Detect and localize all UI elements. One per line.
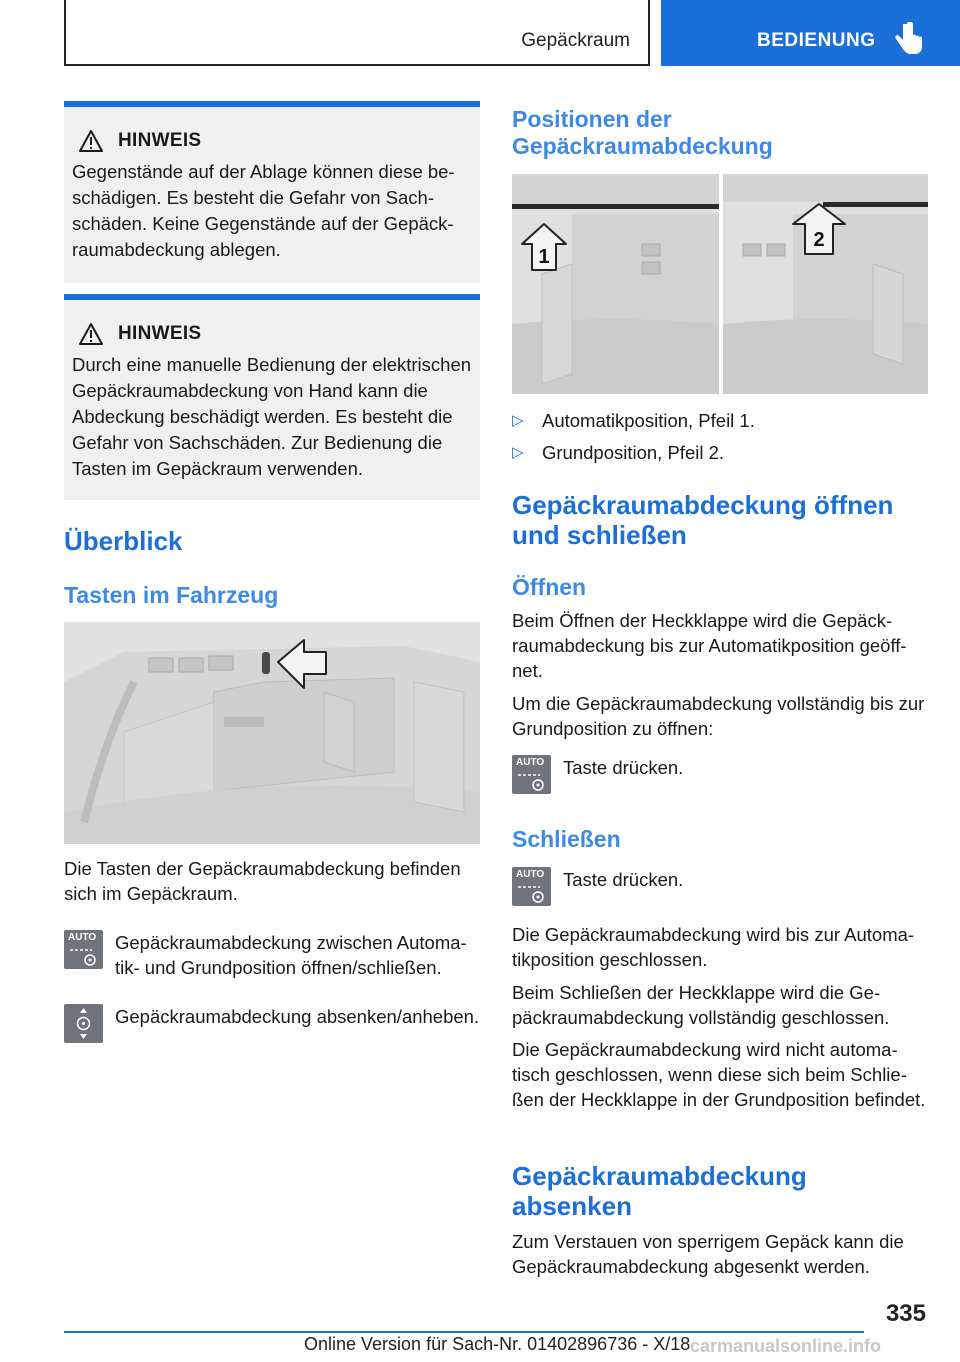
notice-box-2 [64,294,480,500]
close-button-text: Taste drücken. [563,869,684,890]
position-2-illustration [723,174,928,394]
button-row-lower [64,1004,480,1043]
footer-divider [64,1331,864,1333]
list-item: ▷ Grundposition, Pfeil 2. [512,442,725,463]
button-row-auto [64,930,480,980]
subheading-close: Schließen [512,826,621,852]
auto-cover-button-icon: AUTO [512,755,551,794]
subheading-buttons-in-vehicle: Tasten im Fahrzeug [64,582,279,608]
button-lower-description: Gepäckraumabdeckung absenken/anheben. [115,1006,480,1027]
heading-open-close: Gepäckraumabdeckung öffnen und schließen [512,490,894,550]
position-1-illustration [512,174,719,394]
header-section-title: Gepäckraum [521,30,630,51]
close-paragraph-1: Die Gepäckraumabdeckung wird bis zur Automatikposition geschlossen. [512,924,915,970]
header-section-box [64,0,650,66]
watermark: carmanualsonline.info [690,1336,882,1356]
notice-box-1 [64,101,480,283]
buttons-caption: Die Tasten der Gepäckraumabdeckung befinden sich im Gepäckraum. [64,858,461,904]
heading-positions: Positionen der Gepäckraumabdeckung [512,106,773,159]
close-paragraph-2: Beim Schließen der Heckklappe wird die Gepäckraumabdeckung vollständig geschlossen. [512,982,890,1028]
triangle-bullet-icon: ▷ [512,412,524,429]
auto-cover-button-icon: AUTO [512,867,551,906]
open-paragraph-2: Um die Gepäckraumabdeckung vollständig bis zur Grundposition zu öffnen: [512,693,925,739]
subheading-open: Öffnen [512,574,587,600]
lower-paragraph-1: Zum Verstauen von sperrigem Gepäck kann die Gepäckraumabdeckung abgesenkt werden. [512,1231,904,1277]
pointing-hand-icon [893,22,923,56]
header-chapter-title: BEDIENUNG [757,30,876,51]
open-paragraph-1: Beim Öffnen der Heckklappe wird die Gepäckraumabdeckung bis zur Automatikposition geöffnet. [512,610,907,681]
close-paragraph-3: Die Gepäckraumabdeckung wird nicht automatisch geschlossen, wenn diese sich beim Schließen der Heckklappe in der Grundposition befindet. [512,1039,926,1110]
trunk-buttons-illustration [64,622,480,844]
button-auto-description: Gepäckraumabdeckung zwischen Automatik- und Grundposition öffnen/schließen. [115,932,467,978]
header-chapter-tab [661,0,960,66]
notice-title: HINWEIS [118,323,202,344]
heading-overview: Überblick [64,526,183,556]
notice-body: Gegenstände auf der Ablage können diese beschädigen. Es besteht die Gefahr von Sachschäden. Keine Gegenstände auf der Gepäckraumabdeckung ablegen. [72,161,455,260]
notice-body: Durch eine manuelle Bedienung der elektrischen Gepäckraumabdeckung von Hand kann die Abdeckung beschädigt werden. Es besteht die Gefahr von Sachschäden. Zur Bedienung die Tasten im Gepäckraum verwenden. [72,354,472,479]
footer-online-version: Online Version für Sach-Nr. 01402896736 - X/18 [304,1334,691,1354]
open-button-text: Taste drücken. [563,757,684,778]
list-item: ▷ Automatikposition, Pfeil 1. [512,410,755,431]
warning-triangle-icon [78,129,104,153]
notice-title: HINWEIS [118,130,202,151]
auto-cover-button-icon: AUTO [64,930,103,969]
page-number: 335 [885,1300,926,1327]
lower-raise-button-icon [64,1004,103,1043]
arrow-label-2: 2 [813,229,825,251]
warning-triangle-icon [78,322,104,346]
heading-lower-cover: Gepäckraumabdeckung absenken [512,1161,807,1221]
open-button-row [512,755,683,794]
triangle-bullet-icon: ▷ [512,444,524,461]
arrow-label-1: 1 [538,246,550,268]
close-button-row [512,867,683,906]
